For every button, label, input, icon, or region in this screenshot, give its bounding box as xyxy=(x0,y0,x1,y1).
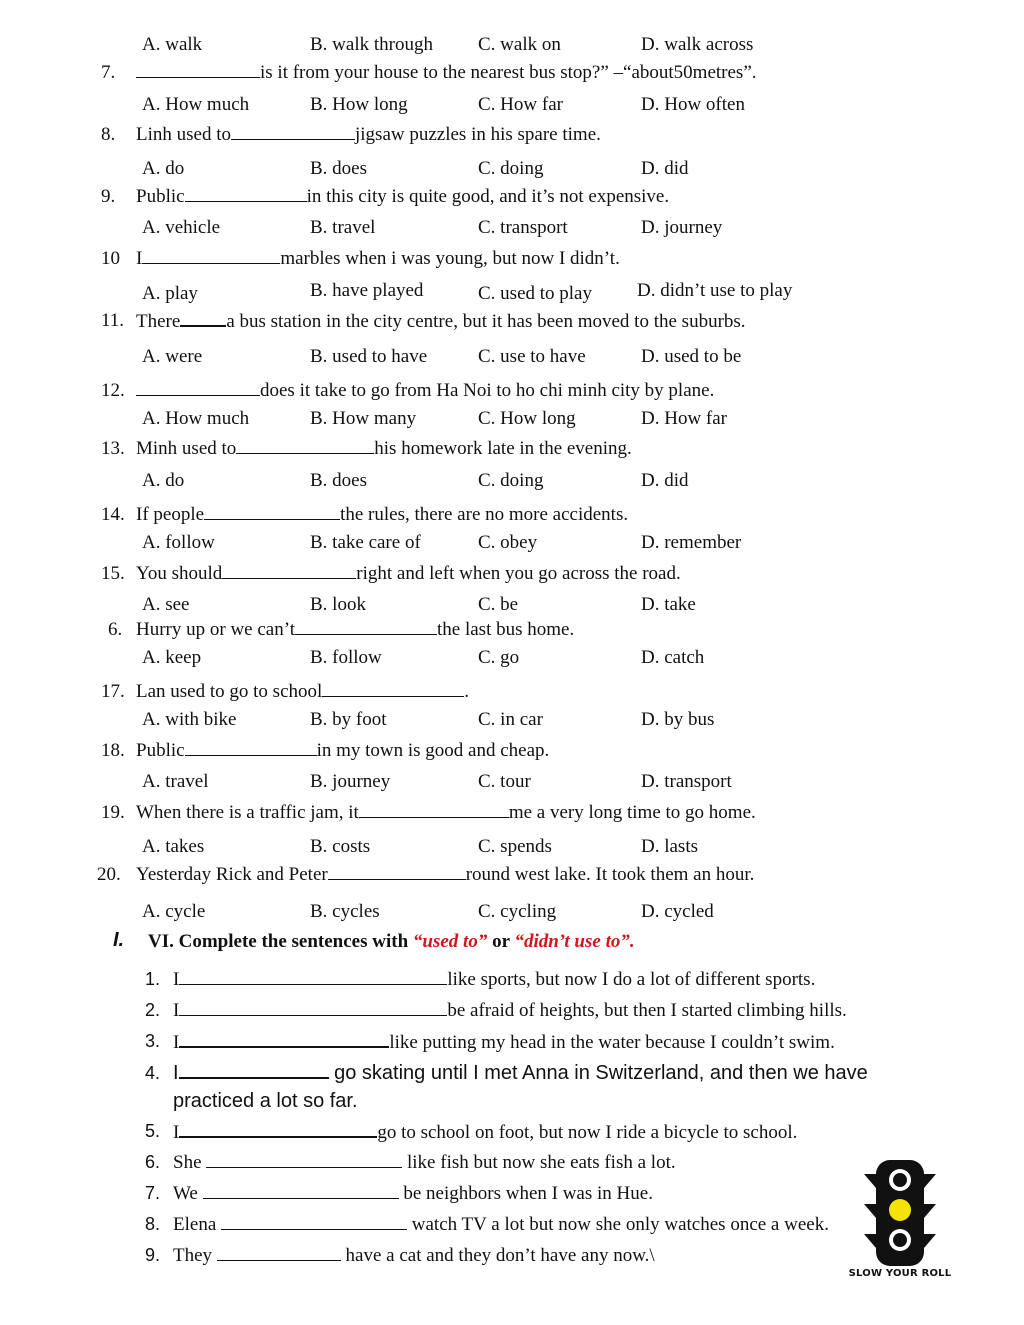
option-b: B. used to have xyxy=(310,346,428,367)
option-c: C. go xyxy=(478,647,520,668)
sentence-number: 5. xyxy=(145,1121,161,1141)
option-b: B. look xyxy=(310,594,366,615)
option-a: A. travel xyxy=(142,771,209,792)
option-c: C. tour xyxy=(478,771,531,792)
sentence-text: Elena watch TV a lot but now she only watches once a week. xyxy=(173,1214,829,1235)
question-number: 15. xyxy=(101,563,125,584)
option-a: A. do xyxy=(142,158,185,179)
option-a: A. vehicle xyxy=(142,217,221,238)
answer-blank[interactable] xyxy=(222,563,356,579)
question-text: Yesterday Rick and Peter round west lake. It took them an hour. xyxy=(136,864,755,885)
sentence-text: I be afraid of heights, but then I started climbing hills. xyxy=(173,1000,847,1021)
sentence-number: 7. xyxy=(145,1183,161,1203)
didnt-use-to-highlight: “didn’t use to”. xyxy=(514,931,635,952)
question-number: 9. xyxy=(101,186,116,207)
option-c: C. How far xyxy=(478,94,563,115)
option-d: D. lasts xyxy=(641,836,698,857)
option-d: D. remember xyxy=(641,532,742,553)
option-d: D. used to be xyxy=(641,346,742,367)
option-d: D. did xyxy=(641,158,689,179)
answer-blank[interactable] xyxy=(322,681,464,697)
question-number: 6. xyxy=(108,619,123,640)
option-c: C. cycling xyxy=(478,901,557,922)
option-b: B. cycles xyxy=(310,901,380,922)
option-b: B. does xyxy=(310,158,367,179)
question-number: 18. xyxy=(101,740,125,761)
question-text: Minh used to his homework late in the evening. xyxy=(136,438,632,459)
question-number: 20. xyxy=(97,864,121,885)
sentence-text: I like sports, but now I do a lot of different sports. xyxy=(173,969,816,990)
answer-blank[interactable] xyxy=(185,186,307,202)
answer-blank[interactable] xyxy=(179,1062,329,1079)
question-text: There a bus station in the city centre, but it has been moved to the suburbs. xyxy=(136,311,746,332)
option-d: D. catch xyxy=(641,647,705,668)
answer-blank[interactable] xyxy=(179,969,447,985)
sentence-number: 2. xyxy=(145,1000,161,1020)
option-a: A. How much xyxy=(142,408,250,429)
question-number: 19. xyxy=(101,802,125,823)
question-text: Public in my town is good and cheap. xyxy=(136,740,550,761)
option-a: A. were xyxy=(142,346,203,367)
answer-blank[interactable] xyxy=(328,864,466,880)
sentence-text: She like fish but now she eats fish a lot. xyxy=(173,1152,676,1173)
option-b: B. by foot xyxy=(310,709,387,730)
option-d: D. did xyxy=(641,470,689,491)
answer-blank[interactable] xyxy=(136,62,260,78)
sentence-number: 3. xyxy=(145,1031,161,1051)
answer-blank[interactable] xyxy=(179,1121,377,1138)
answer-blank[interactable] xyxy=(231,124,355,140)
option-d: D. cycled xyxy=(641,901,714,922)
option-c: C. How long xyxy=(478,408,576,429)
answer-blank[interactable] xyxy=(204,504,340,520)
option-c: C. spends xyxy=(478,836,552,857)
option-c: C. transport xyxy=(478,217,568,238)
answer-blank[interactable] xyxy=(206,1152,402,1168)
option-a: A. cycle xyxy=(142,901,206,922)
answer-blank[interactable] xyxy=(142,248,280,264)
sentence-number: 8. xyxy=(145,1214,161,1234)
option-d: D. How often xyxy=(641,94,745,115)
option-a: A. keep xyxy=(142,647,202,668)
option-c: C. be xyxy=(478,594,519,615)
option-c: C. use to have xyxy=(478,346,586,367)
option-b: B. have played xyxy=(310,280,424,301)
question-text: does it take to go from Ha Noi to ho chi minh city by plane. xyxy=(136,380,714,402)
sentence-number: 4. xyxy=(145,1063,161,1083)
question-number: 7. xyxy=(101,62,116,83)
option-a: A. walk xyxy=(142,34,203,55)
option-d: D. walk across xyxy=(641,34,754,55)
option-a: A. follow xyxy=(142,532,215,553)
sentence-text: I go skating until I met Anna in Switzerland, and then we have xyxy=(173,1062,868,1084)
sentence-text: I go to school on foot, but now I ride a bicycle to school. xyxy=(173,1122,798,1143)
traffic-light-icon xyxy=(858,1158,942,1282)
option-a: A. How much xyxy=(142,94,250,115)
question-number: 12. xyxy=(101,380,125,401)
option-b: B. follow xyxy=(310,647,382,668)
answer-blank[interactable] xyxy=(295,619,437,635)
used-to-highlight: “used to” xyxy=(412,931,488,952)
question-text: If people the rules, there are no more accidents. xyxy=(136,504,629,525)
sentence-text: I like putting my head in the water because I couldn’t swim. xyxy=(173,1032,835,1053)
option-a: A. do xyxy=(142,470,185,491)
section-roman-numeral: I. xyxy=(113,929,125,951)
option-a: A. see xyxy=(142,594,190,615)
question-text: Lan used to go to school . xyxy=(136,681,470,702)
question-number: 14. xyxy=(101,504,125,525)
option-b: B. How long xyxy=(310,94,408,115)
option-c: C. used to play xyxy=(478,283,592,304)
option-b: B. take care of xyxy=(310,532,421,553)
answer-blank[interactable] xyxy=(221,1214,407,1230)
option-a: A. with bike xyxy=(142,709,237,730)
answer-blank[interactable] xyxy=(359,802,509,818)
answer-blank[interactable] xyxy=(136,380,260,396)
question-text: is it from your house to the nearest bus stop?” –“about50metres”. xyxy=(136,62,757,84)
question-text: When there is a traffic jam, it me a very long time to go home. xyxy=(136,802,756,823)
option-d: D. by bus xyxy=(641,709,715,730)
sentence-text: They have a cat and they don’t have any now.\ xyxy=(173,1245,655,1266)
answer-blank[interactable] xyxy=(180,310,226,327)
sentence-number: 6. xyxy=(145,1152,161,1172)
option-d: D. How far xyxy=(641,408,728,429)
sentence-number: 9. xyxy=(145,1245,161,1265)
section-heading: VI. Complete the sentences with “used to” or “didn’t use to”. xyxy=(148,931,635,952)
answer-blank[interactable] xyxy=(236,438,374,454)
option-c: C. obey xyxy=(478,532,538,553)
answer-blank[interactable] xyxy=(217,1245,341,1261)
answer-blank[interactable] xyxy=(179,1000,447,1016)
question-text: Linh used to jigsaw puzzles in his spare time. xyxy=(136,124,601,145)
question-number: 11. xyxy=(101,310,125,331)
option-b: B. costs xyxy=(310,836,371,857)
question-number: 8. xyxy=(101,124,116,145)
question-number: 10 xyxy=(101,248,120,269)
question-text: Public in this city is quite good, and it’s not expensive. xyxy=(136,186,670,207)
question-number: 17. xyxy=(101,681,125,702)
option-b: B. travel xyxy=(310,217,376,238)
sentence-number: 1. xyxy=(145,969,161,989)
option-a: A. takes xyxy=(142,836,205,857)
answer-blank[interactable] xyxy=(203,1183,399,1199)
option-a: A. play xyxy=(142,283,198,304)
option-b: B. does xyxy=(310,470,367,491)
option-d: D. take xyxy=(641,594,696,615)
option-d: D. transport xyxy=(641,771,732,792)
option-c: C. doing xyxy=(478,470,544,491)
sentence-text-continued: practiced a lot so far. xyxy=(173,1090,358,1112)
traffic-light-caption: SLOW YOUR ROLL xyxy=(848,1268,952,1279)
option-d: D. didn’t use to play xyxy=(637,280,793,301)
sentence-text: We be neighbors when I was in Hue. xyxy=(173,1183,653,1204)
option-c: C. doing xyxy=(478,158,544,179)
option-c: C. walk on xyxy=(478,34,561,55)
question-text: I marbles when i was young, but now I didn’t. xyxy=(136,248,620,269)
question-text: You should right and left when you go across the road. xyxy=(136,563,681,584)
question-text: Hurry up or we can’t the last bus home. xyxy=(136,619,575,640)
question-number: 13. xyxy=(101,438,125,459)
option-b: B. walk through xyxy=(310,34,433,55)
option-d: D. journey xyxy=(641,217,723,238)
answer-blank[interactable] xyxy=(185,740,317,756)
option-c: C. in car xyxy=(478,709,543,730)
option-b: B. journey xyxy=(310,771,391,792)
option-b: B. How many xyxy=(310,408,417,429)
answer-blank[interactable] xyxy=(179,1031,389,1048)
